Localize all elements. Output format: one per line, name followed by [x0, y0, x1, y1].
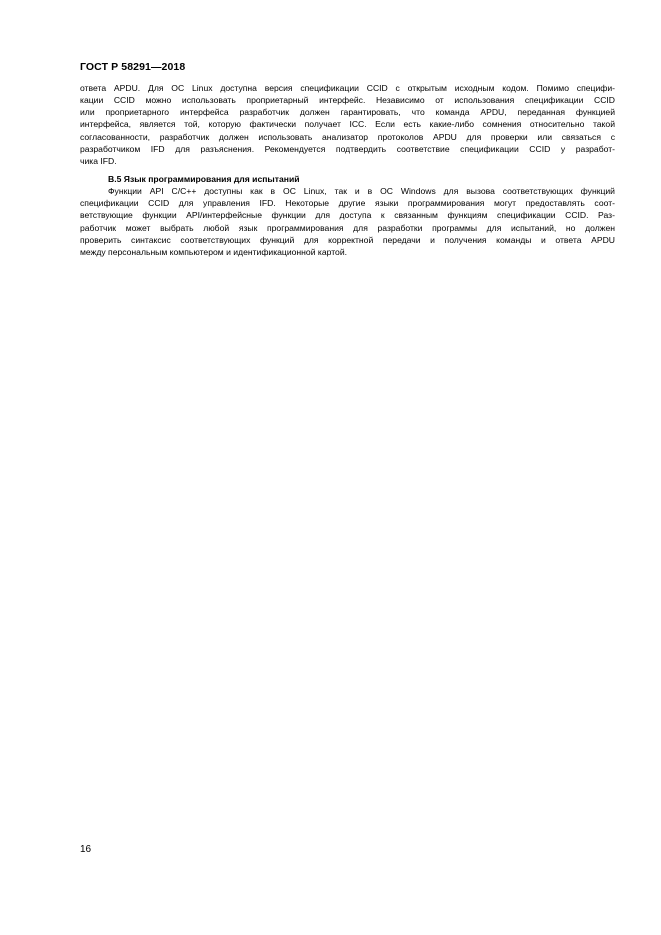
text-line: интерфейса, является той, которую фактически получает ICC. Если есть какие-либо сомнения относительно такой: [80, 119, 615, 130]
text-line: согласованности, разработчик должен использовать анализатор протоколов APDU для проверки или связаться с: [80, 131, 615, 142]
text-line: ответа APDU. Для ОС Linux доступна версия спецификации CCID с открытым исходным кодом. Помимо специфи-: [80, 83, 615, 93]
text-line: или проприетарного интерфейса разработчик должен гарантировать, что команда APDU, переданная функцией: [80, 107, 615, 118]
text-line: проверить синтаксис соответствующих функций для корректной передачи и получения команды и ответа APDU: [80, 234, 615, 245]
text-line: ветствующие функции API/интерфейсные функции для доступа к связанным функциям спецификации CCID. Раз-: [80, 210, 615, 221]
text-line: кации CCID можно использовать проприетарный интерфейс. Независимо от использования спецификации CCID: [80, 95, 615, 106]
section-heading-b5: В.5 Язык программирования для испытаний: [108, 173, 300, 184]
paragraph-programming-language: [80, 185, 615, 258]
page-number: 16: [80, 844, 92, 855]
text-line: между персональным компьютером и идентификационной картой.: [80, 246, 348, 257]
text-line: разработчиком IFD для разъяснения. Рекомендуется подтвердить соответствие спецификации CCID у разработ-: [80, 143, 615, 154]
paragraph-ccid-continuation: [80, 82, 615, 167]
document-header: ГОСТ Р 58291—2018: [80, 61, 186, 73]
text-line: Функции API C/C++ доступны как в ОС Linux, так и в ОС Windows для вызова соответствующих функций: [108, 186, 615, 197]
text-line: спецификации CCID для управления IFD. Некоторые другие языки программирования могут предоставлять соот-: [80, 198, 615, 209]
page-content: [80, 82, 615, 258]
text-line: работчик может выбрать любой язык программирования для разработки программы для испытаний, но должен: [80, 222, 615, 233]
text-line: чика IFD.: [80, 155, 117, 166]
